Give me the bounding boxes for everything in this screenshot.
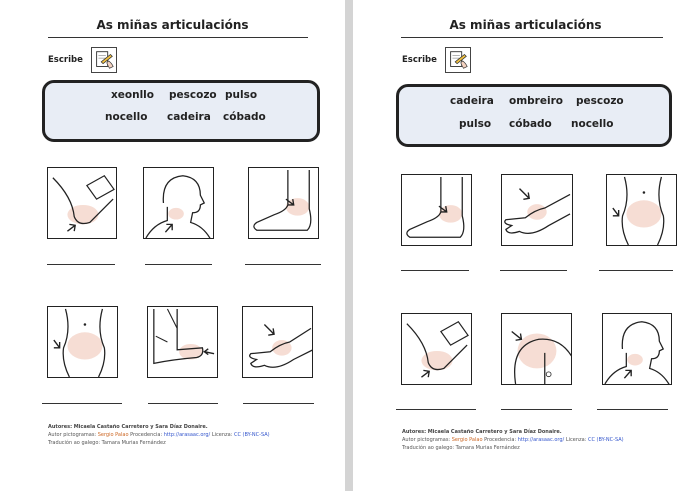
answer-line	[145, 264, 212, 265]
answer-line	[148, 403, 218, 404]
neck-pictogram	[602, 313, 672, 385]
write-pencil-icon	[445, 47, 471, 73]
word-bank-word: pulso	[459, 118, 492, 130]
write-instruction: Escribe	[402, 55, 437, 65]
wrist-pictogram	[501, 174, 573, 246]
word-bank	[396, 84, 672, 147]
shoulder-pictogram	[501, 313, 572, 385]
hip-pictogram	[47, 306, 118, 378]
page-title: As miñas articulacións	[449, 18, 602, 32]
word-bank-word: xeonllo	[111, 89, 154, 101]
neck-pictogram	[143, 167, 214, 239]
word-bank-word: cadeira	[167, 111, 211, 123]
worksheet-page-1	[0, 0, 345, 491]
word-bank	[42, 80, 320, 142]
elbow-arm-pictogram	[147, 306, 218, 378]
elbow-pictogram	[401, 313, 472, 385]
word-bank-word: pescozo	[169, 89, 217, 101]
answer-line	[597, 409, 668, 410]
answer-line	[396, 409, 476, 410]
word-bank-word: cóbado	[509, 118, 552, 130]
write-instruction: Escribe	[48, 55, 83, 65]
word-bank-word: cadeira	[450, 95, 494, 107]
credits: Autores: Micaela Castaño Carretero y Sara Díaz Donaire. Autor pictogramas: Sergio Palao Procedencia: http://arasaac.org/ Licenza: CC (BY-NC-SA) Tradución ao galego: Tamara Murias Fernández	[48, 424, 270, 446]
page-title: As miñas articulacións	[96, 18, 249, 32]
word-bank-word: nocello	[571, 118, 614, 130]
source-link[interactable]: http://arasaac.org/	[517, 437, 565, 443]
word-bank-word: cóbado	[223, 111, 266, 123]
answer-line	[500, 270, 567, 271]
ankle-pictogram	[248, 167, 319, 239]
answer-line	[243, 403, 314, 404]
word-bank-word: ombreiro	[509, 95, 563, 107]
answer-line	[245, 264, 321, 265]
elbow-pictogram	[47, 167, 117, 239]
word-bank-word: pulso	[225, 89, 258, 101]
ankle-pictogram	[401, 174, 472, 246]
credits: Autores: Micaela Castaño Carretero y Sara Díaz Donaire. Autor pictogramas: Sergio Palao Procedencia: http://arasaac.org/ Licenza: CC (BY-NC-SA) Tradución ao galego: Tamara Murias Fernández	[402, 429, 624, 451]
answer-line	[401, 270, 469, 271]
worksheet-page-2	[353, 0, 698, 491]
write-pencil-icon	[91, 47, 117, 73]
answer-line	[501, 409, 572, 410]
source-link[interactable]: http://arasaac.org/	[163, 432, 211, 438]
word-bank-word: pescozo	[576, 95, 624, 107]
answer-line	[599, 270, 673, 271]
word-bank-word: nocello	[105, 111, 148, 123]
answer-line	[47, 264, 115, 265]
wrist-pictogram	[242, 306, 313, 378]
title-underline	[401, 37, 663, 38]
title-underline	[48, 37, 308, 38]
hip-pictogram	[606, 174, 677, 246]
answer-line	[42, 403, 122, 404]
